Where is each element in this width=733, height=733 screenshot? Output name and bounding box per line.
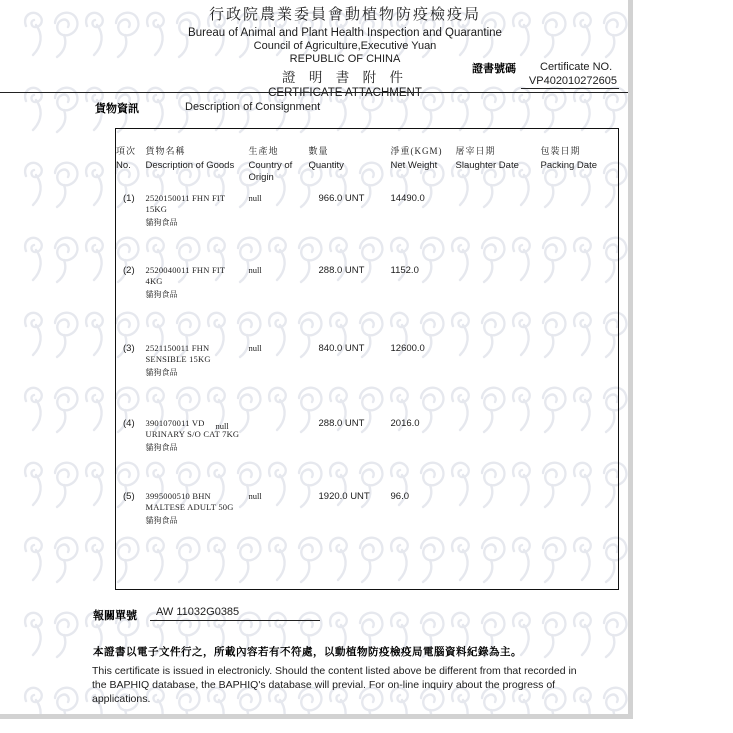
- row-quantity: 288.0 UNT: [318, 264, 365, 276]
- council-line: Council of Agriculture,Executive Yuan: [253, 40, 437, 52]
- page-edge-bottom: [0, 714, 633, 719]
- col-description: 貨物名稱 Description of Goods: [145, 146, 235, 171]
- table-row: [116, 418, 619, 491]
- row-packing-date: [541, 418, 619, 491]
- table-row: [116, 193, 619, 265]
- table-row: [116, 265, 619, 343]
- certificate-no-label-zh: 證書號碼: [472, 63, 516, 75]
- row-origin: null: [248, 192, 262, 203]
- col-no: 項次 No.: [116, 146, 137, 171]
- row-description: 2520150011 FHN FIT 15KG 貓狗食品: [146, 193, 249, 265]
- electronic-note-en: [92, 664, 577, 706]
- doc-title-en: CERTIFICATE ATTACHMENT: [268, 87, 422, 99]
- row-no: (5): [123, 490, 135, 502]
- row-origin: null: [215, 420, 229, 431]
- row-slaughter-date: [456, 193, 541, 265]
- row-no: (4): [123, 417, 135, 429]
- row-slaughter-date: [456, 418, 541, 491]
- row-origin: null: [248, 490, 262, 501]
- note-line: the BAPHIQ database, the BAPHIQ's database will previal. For on-line inquiry about the progress of: [92, 679, 556, 691]
- row-description: 2521150011 FHN SENSIBLE 15KG 貓狗食品: [146, 343, 249, 418]
- row-packing-date: [541, 343, 619, 418]
- row-no: (2): [123, 264, 135, 276]
- row-quantity: 288.0 UNT: [318, 417, 365, 429]
- row-category: 貓狗食品: [145, 289, 178, 299]
- row-description: 2520040011 FHN FIT 4KG 貓狗食品: [146, 265, 249, 343]
- row-category: 貓狗食品: [145, 217, 178, 227]
- country-line: REPUBLIC OF CHINA: [289, 53, 401, 65]
- row-net-weight: 12600.0: [390, 342, 425, 354]
- row-quantity: 1920.0 UNT: [318, 490, 370, 502]
- row-origin: null: [248, 342, 262, 353]
- row-category: 貓狗食品: [145, 442, 178, 452]
- col-packing-date: 包裝日期 Packing Date: [540, 146, 598, 171]
- certificate-no-label-en: Certificate NO.: [540, 61, 613, 73]
- electronic-note-zh: 本證書以電子文件行之，所載內容若有不符處，以動植物防疫檢疫局電腦資料紀錄為主。: [93, 647, 522, 658]
- row-origin: null: [248, 264, 262, 275]
- row-quantity: 966.0 UNT: [318, 192, 365, 204]
- row-packing-date: [541, 265, 619, 343]
- table-header-row: [116, 129, 619, 193]
- row-slaughter-date: [456, 343, 541, 418]
- certificate-no-value: VP402010272605: [521, 75, 619, 89]
- row-no: (3): [123, 342, 135, 354]
- declaration-no-label: 報關單號: [93, 610, 137, 622]
- row-no: (1): [123, 192, 135, 204]
- col-quantity: 數量 Quantity: [308, 146, 344, 171]
- row-slaughter-date: [456, 491, 541, 590]
- agency-title-zh: 行政院農業委員會動植物防疫檢疫局: [208, 7, 481, 23]
- row-net-weight: 1152.0: [390, 264, 419, 276]
- row-description: 3995000510 BHN MALTESE ADULT 50G 貓狗食品: [146, 491, 249, 590]
- table-row: [116, 491, 619, 590]
- header-divider: [0, 92, 628, 93]
- col-net-weight: 淨重(KGM) Net Weight: [390, 146, 443, 171]
- row-slaughter-date: [456, 265, 541, 343]
- row-category: 貓狗食品: [145, 515, 178, 525]
- consignment-label-en: Description of Consignment: [185, 101, 321, 113]
- note-line: applications.: [92, 693, 151, 705]
- row-net-weight: 2016.0: [390, 417, 420, 429]
- row-net-weight: 96.0: [390, 490, 409, 502]
- col-origin: 生產地 Country of Origin: [248, 146, 293, 183]
- row-category: 貓狗食品: [145, 367, 178, 377]
- goods-table: [115, 128, 619, 590]
- col-slaughter-date: 屠宰日期 Slaughter Date: [455, 146, 519, 171]
- row-packing-date: [541, 193, 619, 265]
- row-description: 3901070011 VD URINARY S/O CAT 7KG 貓狗食品: [146, 418, 249, 491]
- agency-title-en: Bureau of Animal and Plant Health Inspection and Quarantine: [188, 27, 502, 39]
- table-row: [116, 343, 619, 418]
- declaration-no-value: AW 11032G0385: [150, 606, 320, 621]
- row-net-weight: 14490.0: [390, 192, 425, 204]
- page-edge-right: [628, 0, 633, 719]
- note-line: This certificate is issued in electronicly. Should the content listed above be different from that recorded in: [92, 665, 577, 677]
- row-packing-date: [541, 491, 619, 590]
- row-quantity: 840.0 UNT: [318, 342, 365, 354]
- doc-title-zh: 證 明 書 附 件: [282, 70, 408, 85]
- consignment-label-zh: 貨物資訊: [95, 103, 139, 115]
